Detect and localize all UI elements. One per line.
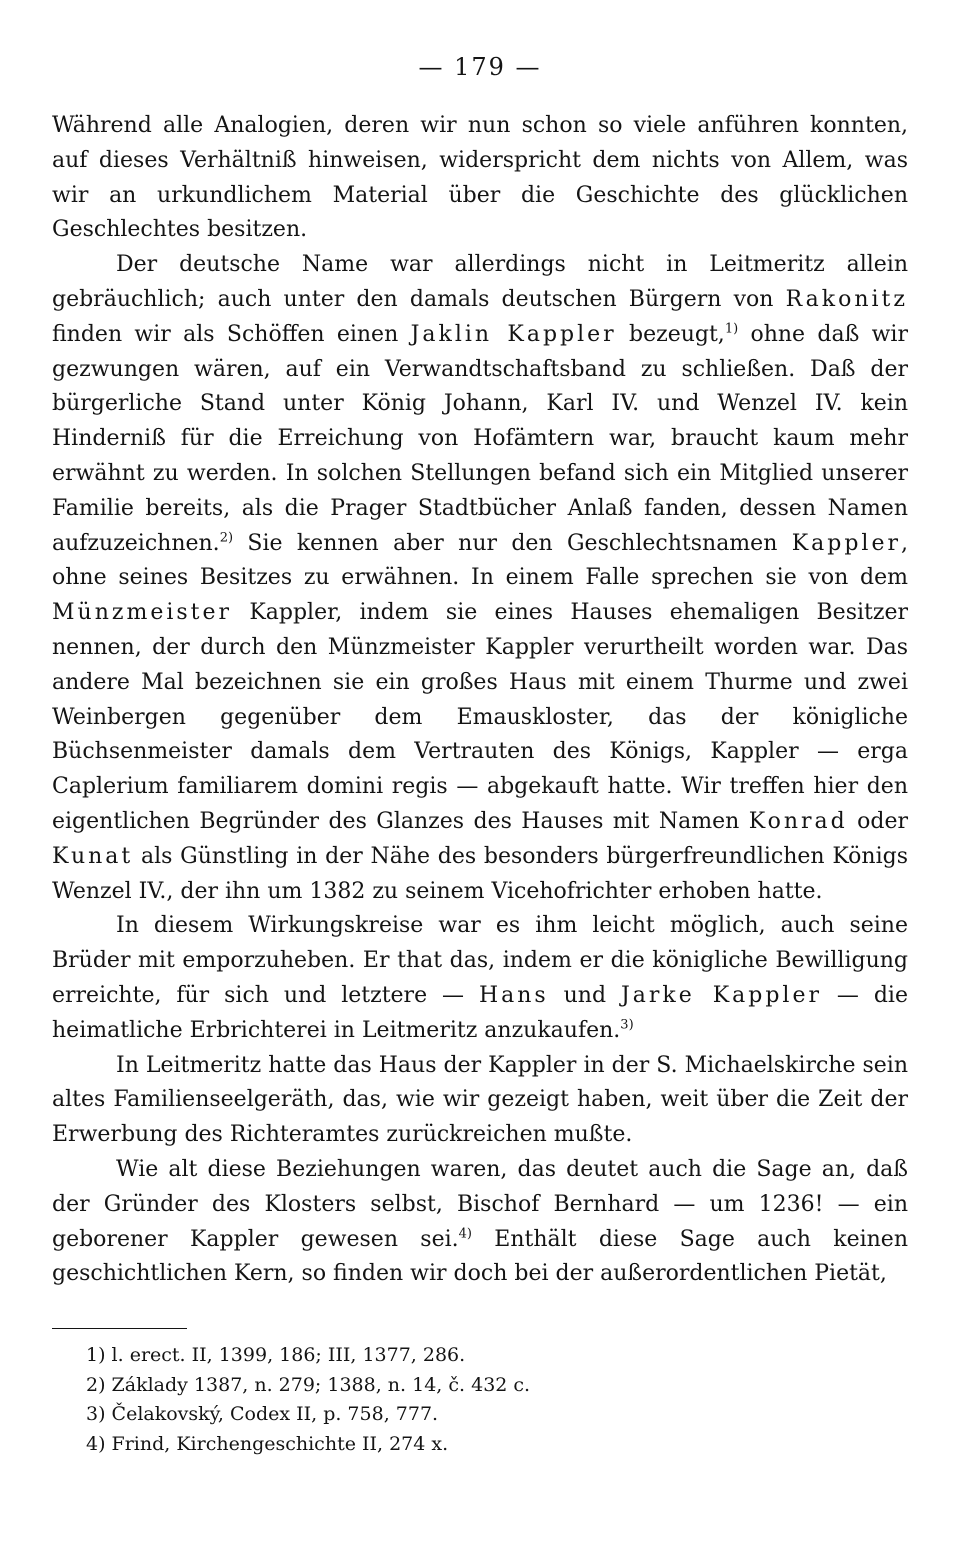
text-run: Der deutsche Name war allerdings nicht in Leitmeritz allein gebräuchlich; auch unter den damals deutschen Bürgern von	[52, 252, 908, 312]
paragraph-5	[52, 1153, 908, 1292]
text-run: Während alle Analogien, deren wir nun schon so viele anführen konnten, auf dieses Verhältniß hinweisen, widerspricht dem nichts von Allem, was wir an urkundlichem Material über die Geschichte des glücklichen Geschlechtes besitzen.	[52, 113, 908, 243]
text-run: Sie kennen aber nur den Geschlechtsnamen	[233, 530, 792, 556]
text-run: finden wir als Schöffen einen	[52, 321, 411, 347]
page-number: — 179 —	[418, 53, 542, 81]
text-run: Kappler, indem sie eines Hauses ehemaligen Besitzer nennen, der durch den Münzmeister Kappler verurtheilt worden war. Das andere Mal bezeichnen sie ein großes Haus mit einem Thurme und zwei Weinbergen gegenüber dem Emausklоster, das der königliche Büchsenmeister damals dem Vertrauten des Königs, Kappler — erga Caplerium familiarem domini regis — abgekauft hatte. Wir treffen hier den eigentlichen Begründer des Glanzes des Hauses mit Namen	[52, 600, 908, 834]
text-run: — die heimatliche Erbrichterei in Leitmeritz anzukaufen.	[52, 982, 908, 1043]
footnote-ref: 1)	[724, 321, 739, 337]
text-run: und	[548, 982, 621, 1008]
emphasized-name: Konrad	[748, 808, 848, 834]
text-run: bezeugt,	[616, 321, 725, 347]
text-run: In diesem Wirkungskreise war es ihm leicht möglich, auch seine Brüder mit emporzuheben. Er that das, indem er die königliche Bewilligung erreichte, für sich und letztere —	[52, 913, 908, 1008]
emphasized-name: Münzmeister	[52, 600, 233, 626]
footnote-4: 4) Frind, Kirchengeschichte II, 274 x.	[86, 1432, 449, 1455]
emphasized-name: Rakonitz	[785, 286, 908, 312]
footnote-ref: 3)	[620, 1017, 634, 1033]
text-run: Enthält diese Sage auch keinen geschichtlichen Kern, so finden wir doch bei der außerordentlichen Pietät,	[52, 1226, 908, 1287]
footnote-1: 1) l. erect. II, 1399, 186; III, 1377, 286.	[86, 1344, 466, 1367]
text-run: ohne daß wir gezwungen wären, auf ein Verwandtschaftsband zu schließen. Daß der bürgerliche Stand unter König Johann, Karl IV. und Wenzel IV. kein Hinderniß für die Erreichung von Hofämtern war, braucht kaum mehr erwähnt zu werden. In solchen Stellungen befand sich ein Mitglied unserer Familie bereits, als die Prager Stadtbücher Anlaß fanden, dessen Namen aufzuzeichnen.	[52, 321, 908, 556]
paragraph-2	[52, 248, 908, 909]
text-run: oder	[847, 808, 908, 834]
emphasized-name: Kappler	[791, 530, 901, 556]
footnote-divider	[52, 1328, 187, 1329]
paragraph-4	[52, 1049, 908, 1153]
emphasized-name: Jarke Kappler	[620, 982, 822, 1008]
text-run: als Günstling in der Nähe des besonders bürgerfreundlichen Königs Wenzel IV., der ihn um 1382 zu seinem Vicehofrichter erhoben hatte.	[52, 843, 908, 904]
footnote-ref: 2)	[219, 530, 234, 546]
footnote-2: 2) Základy 1387, n. 279; 1388, n. 14, č. 432 c.	[86, 1373, 531, 1396]
body-text	[52, 109, 908, 1292]
text-run: Wie alt diese Beziehungen waren, das deutet auch die Sage an, daß der Gründer des Klosters selbst, Bischof Bernhard — um 1236! — ein geborener Kappler gewesen sei.	[52, 1156, 908, 1252]
emphasized-name: Kunat	[52, 843, 134, 869]
emphasized-name: Jaklin Kappler	[410, 321, 617, 347]
emphasized-name: Hans	[478, 982, 549, 1008]
text-run: , ohne seines Besitzes zu erwähnen. In einem Falle sprechen sie von dem	[52, 530, 908, 591]
footnote-3: 3) Čelakovský, Codex II, p. 758, 777.	[86, 1403, 439, 1426]
footnotes	[52, 1341, 908, 1459]
paragraph-3	[52, 909, 908, 1048]
text-run: In Leitmeritz hatte das Haus der Kappler in der S. Michaelskirche sein altes Familienseelgeräth, das, wie wir gezeigt haben, weit über die Zeit der Erwerbung des Richteramtes zurückreichen mußte.	[52, 1052, 908, 1148]
footnote-ref: 4)	[458, 1226, 472, 1242]
paragraph-1	[52, 109, 908, 248]
